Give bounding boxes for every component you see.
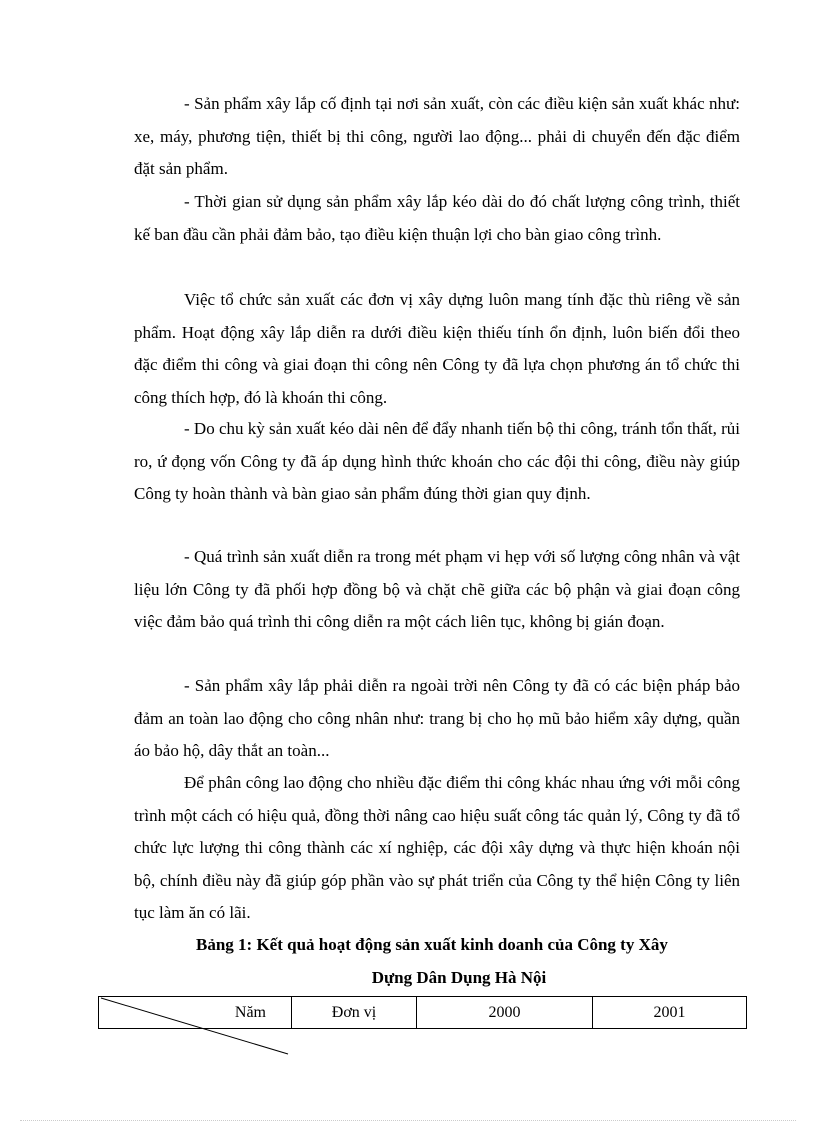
paragraph-6: - Sản phẩm xây lắp phải diễn ra ngoài trời nên Công ty đã có các biện pháp bảo đảm an toàn lao động cho công nhân như: trang bị cho họ mũ bảo hiểm xây dựng, quần áo bảo hộ, dây thắt an toàn... [134,676,740,760]
header-2000-cell: 2000 [417,997,593,1029]
paragraph-7: Để phân công lao động cho nhiều đặc điểm thi công khác nhau ứng với mỗi công trình một cách có hiệu quả, đồng thời nâng cao hiệu suất công tác quản lý, Công ty đã tổ chức lực lượng thi công thành các xí nghiệp, các đội xây dựng và thực hiện khoán nội bộ, chính điều này đã giúp góp phần vào sự phát triển của Công ty thể hiện Công ty liên tục làm ăn có lãi. [134,773,740,922]
paragraph-4: - Do chu kỳ sản xuất kéo dài nên để đẩy nhanh tiến bộ thi công, tránh tổn thất, rủi ro, ứ đọng vốn Công ty đã áp dụng hình thức khoán cho các đội thi công, điều này giúp Công ty hoàn thành và bàn giao sản phẩm đúng thời gian quy định. [134,419,740,503]
paragraph-5: - Quá trình sản xuất diễn ra trong mét phạm vi hẹp với số lượng công nhân và vật liệu lớn Công ty đã phối hợp đồng bộ và chặt chẽ giữa các bộ phận và giai đoạn công việc đảm bảo quá trình thi công diễn ra một cách liên tục, không bị gián đoạn. [134,547,740,631]
header-year-cell: Năm [99,997,292,1029]
paragraph-3: Việc tổ chức sản xuất các đơn vị xây dựng luôn mang tính đặc thù riêng về sản phẩm. Hoạt động xây lắp diễn ra dưới điều kiện thiếu tính ổn định, luôn biến đổi theo đặc điểm thi công và giai đoạn thi công nên Công ty đã lựa chọn phương án tổ chức thi công thích hợp, đó là khoán thi công. [134,290,740,407]
table-caption-line-1: Bảng 1: Kết quả hoạt động sản xuất kinh doanh của Công ty Xây [196,935,668,954]
paragraph-2: - Thời gian sử dụng sản phẩm xây lắp kéo dài do đó chất lượng công trình, thiết kế ban đầu cần phải đảm bảo, tạo điều kiện thuận lợi cho bàn giao công trình. [134,192,740,244]
table-caption-line-2: Dựng Dân Dụng Hà Nội [371,968,547,987]
page-footer-divider [20,1120,796,1121]
header-2001-cell: 2001 [593,997,747,1029]
table-diagonal-line [98,996,298,1056]
paragraph-1: - Sản phẩm xây lắp cố định tại nơi sản xuất, còn các điều kiện sản xuất khác như: xe, máy, phương tiện, thiết bị thi công, người lao động... phải di chuyển đến đặc điểm đặt sản phẩm. [134,94,740,178]
header-unit-cell: Đơn vị [292,997,417,1029]
